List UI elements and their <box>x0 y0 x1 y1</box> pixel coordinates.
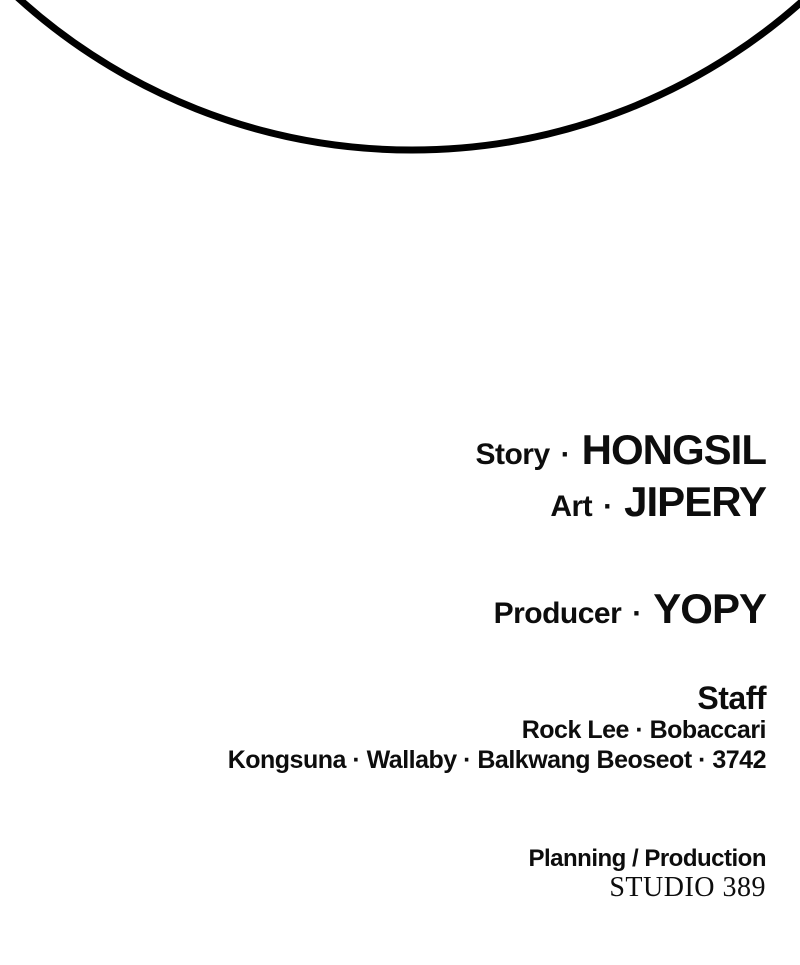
arc-circle <box>0 0 800 150</box>
middle-dot-separator: · <box>560 438 571 471</box>
credits-block <box>228 424 766 904</box>
planning-production-label: Planning / Production <box>528 845 766 872</box>
studio-name: STUDIO 389 <box>609 872 766 903</box>
credit-line-story <box>475 424 766 476</box>
art-role-label: Art <box>550 490 593 523</box>
art-author-name: JIPERY <box>624 478 766 525</box>
producer-role-label: Producer <box>493 597 622 630</box>
middle-dot-separator: · <box>603 490 614 523</box>
staff-heading: Staff <box>697 680 766 716</box>
middle-dot-separator: · <box>632 597 643 630</box>
story-author-name: HONGSIL <box>581 426 766 473</box>
staff-row: Kongsuna · Wallaby · Balkwang Beoseot · 3742 <box>227 746 766 774</box>
producer-name: YOPY <box>653 585 766 632</box>
staff-row: Rock Lee · Bobaccari <box>521 716 766 744</box>
story-role-label: Story <box>475 438 550 471</box>
credit-line-producer <box>494 583 766 635</box>
credit-line-art <box>550 476 766 528</box>
